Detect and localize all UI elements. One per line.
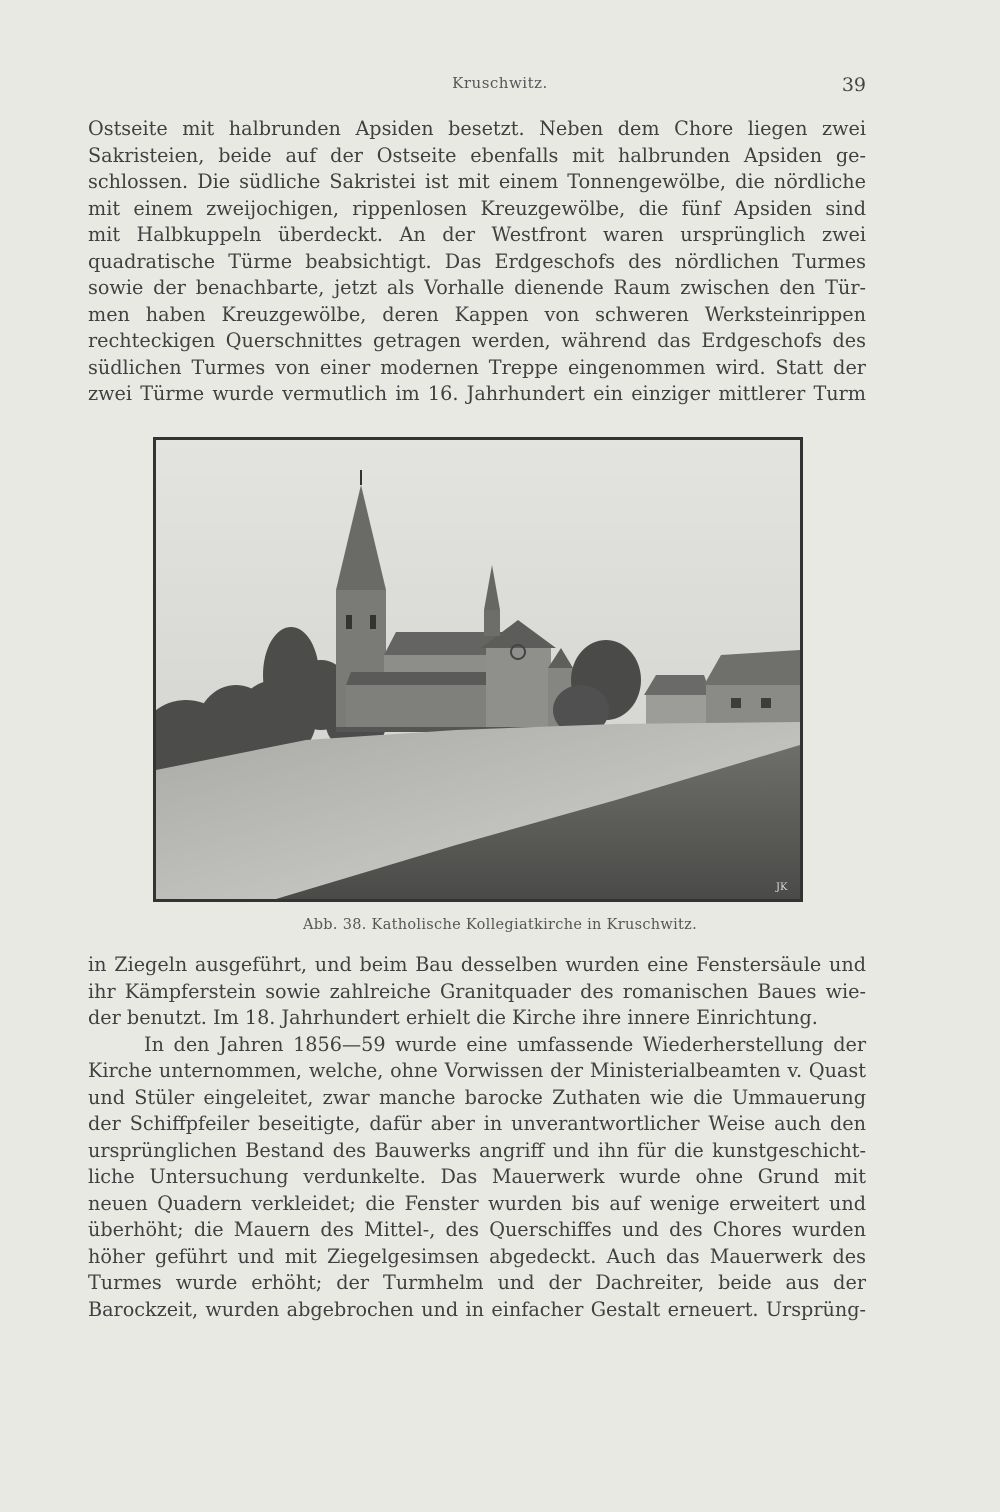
body-text-bottom — [88, 952, 866, 1323]
text-line: Ostseite mit halbrunden Apsiden besetzt. Neben dem Chore liegen zwei — [88, 117, 866, 140]
text-line: höher geführt und mit Ziegelgesimsen abgedeckt. Auch das Mauerwerk des — [88, 1244, 866, 1268]
text-line: men haben Kreuzgewölbe, deren Kappen von schweren Werksteinrippen — [88, 302, 866, 326]
text-line: liche Untersuchung verdunkelte. Das Mauerwerk wurde ohne Grund mit — [88, 1165, 866, 1188]
text-line: rechteckigen Querschnittes getragen werden, während das Erdgeschofs des — [88, 329, 866, 352]
church-illustration — [156, 440, 800, 899]
text-line: quadratische Türme beabsichtigt. Das Erdgeschofs des nördlichen Turmes — [88, 249, 866, 273]
text-line: überhöht; die Mauern des Mittel-, des Querschiffes und des Chores wurden — [88, 1218, 866, 1241]
text-line: schlossen. Die südliche Sakristei ist mit einem Tonnengewölbe, die nördliche — [88, 170, 866, 193]
artist-signature: JK — [776, 882, 788, 893]
text-line: mit Halbkuppeln überdeckt. An der Westfront waren ursprünglich zwei — [88, 223, 866, 246]
page-number: 39 — [841, 74, 866, 96]
text-line: In den Jahren 1856—59 wurde eine umfassende Wiederherstellung der — [144, 1032, 866, 1056]
body-text-top — [88, 116, 866, 408]
running-title: Kruschwitz. — [452, 74, 548, 92]
text-line: zwei Türme wurde vermutlich im 16. Jahrhundert ein einziger mittlerer Turm — [88, 382, 866, 405]
text-line: der Schiffpfeiler beseitigte, dafür aber in unverantwortlicher Weise auch den — [88, 1112, 866, 1135]
text-line: Kirche unternommen, welche, ohne Vorwissen der Ministerialbeamten v. Quast — [88, 1059, 866, 1082]
figure-caption: Abb. 38. Katholische Kollegiatkirche in Kruschwitz. — [302, 917, 698, 933]
text-line: in Ziegeln ausgeführt, und beim Bau desselben wurden eine Fenstersäule und — [88, 953, 866, 976]
text-line: der benutzt. Im 18. Jahrhundert erhielt die Kirche ihre innere Einrichtung. — [88, 1006, 818, 1029]
text-line: neuen Quadern verkleidet; die Fenster wurden bis auf wenige erweitert und — [88, 1191, 866, 1215]
text-line: Turmes wurde erhöht; der Turmhelm und der Dachreiter, beide aus der — [88, 1271, 866, 1294]
text-line: ihr Kämpferstein sowie zahlreiche Granitquader des romanischen Baues wie- — [88, 979, 866, 1003]
text-line: sowie der benachbarte, jetzt als Vorhalle dienende Raum zwischen den Tür- — [88, 276, 866, 299]
text-line: mit einem zweijochigen, rippenlosen Kreuzgewölbe, die fünf Apsiden sind — [88, 196, 866, 220]
church-photograph — [153, 437, 803, 902]
text-line: südlichen Turmes von einer modernen Treppe eingenommen wird. Statt der — [88, 355, 866, 379]
text-line: ursprünglichen Bestand des Bauwerks angriff und ihn für die kunstgeschicht- — [88, 1138, 866, 1162]
text-line: und Stüler eingeleitet, zwar manche barocke Zuthaten wie die Ummauerung — [88, 1085, 866, 1109]
text-line: Barockzeit, wurden abgebrochen und in einfacher Gestalt erneuert. Ursprüng- — [88, 1297, 866, 1321]
text-line: Sakristeien, beide auf der Ostseite ebenfalls mit halbrunden Apsiden ge- — [88, 143, 866, 167]
